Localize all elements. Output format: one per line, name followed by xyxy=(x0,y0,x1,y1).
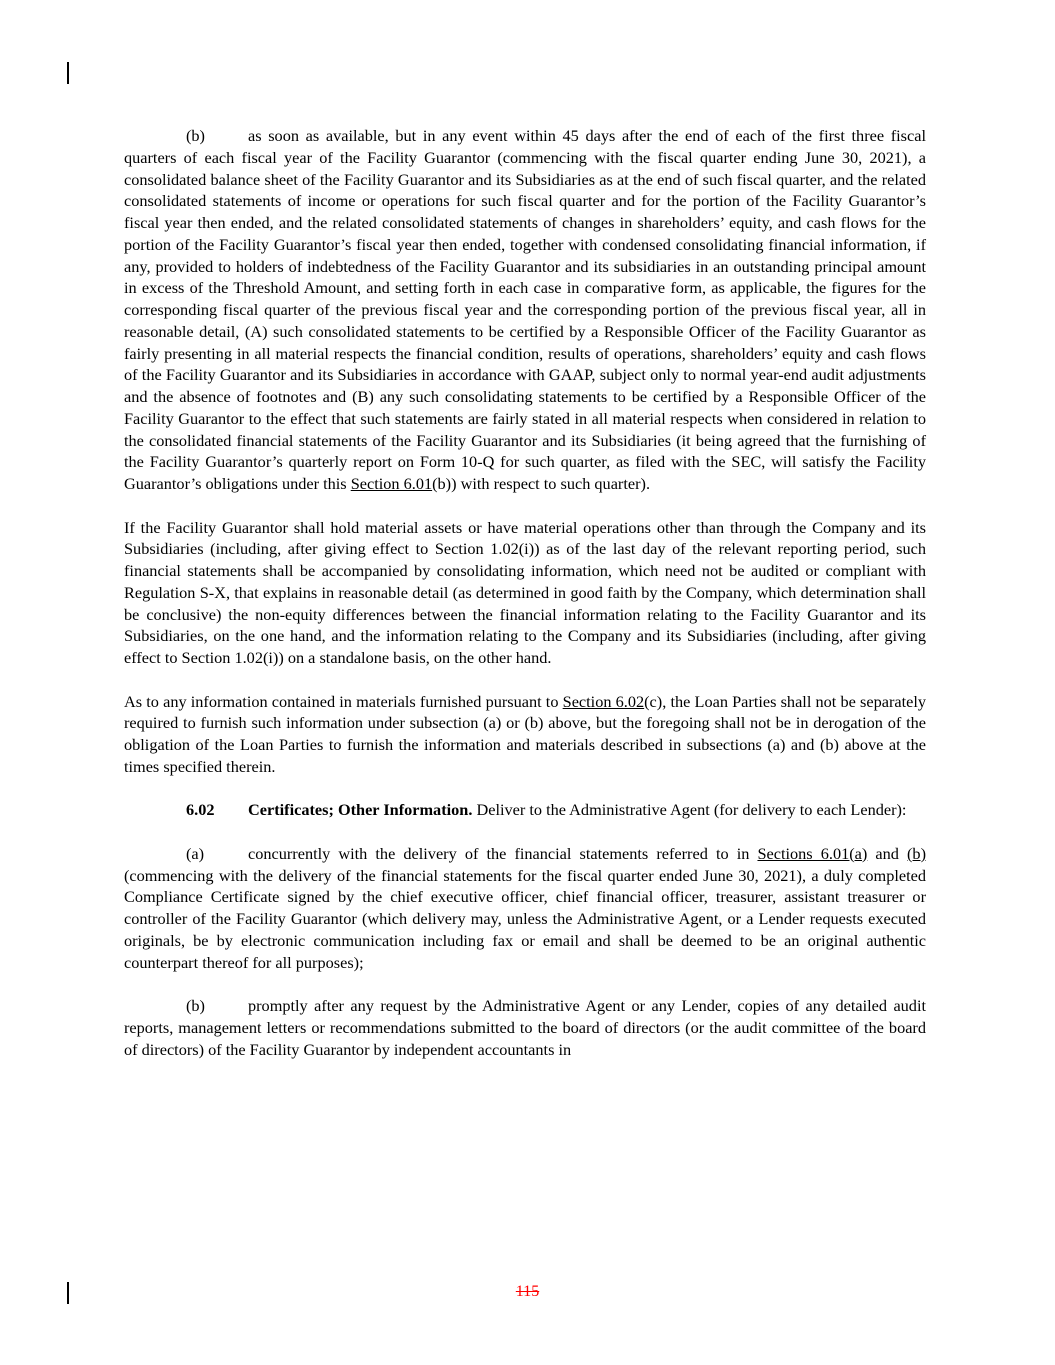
section-6-02-heading xyxy=(124,799,926,821)
paragraph-text: and xyxy=(867,843,908,863)
paragraph-text: (commencing with the delivery of the financial statements for the fiscal quarter ended June 30, 2021), a duly completed Compliance Certificate signed by the chief executive officer, chief financial officer, treasurer, assistant treasurer or controller of the Facility Guarantor (which delivery may, unless the Administrative Agent, or a Lender requests executed originals, be by electronic communication including fax or email and shall be deemed to be an original authentic counterpart thereof for all purposes); xyxy=(124,865,926,972)
document-page xyxy=(124,125,926,1082)
paragraph-consolidating-information xyxy=(124,517,926,669)
cross-reference-link[interactable]: Section 6.01 xyxy=(350,474,433,493)
paragraph-text: concurrently with the delivery of the financial statements referred to in xyxy=(248,843,758,863)
cross-reference-link[interactable]: Sections 6.01(a) xyxy=(757,843,868,863)
paragraph-text: (c), the Loan Parties shall not be separately required to furnish such information under subsection (a) or (b) above, but the foregoing shall not be in derogation of the obligation of the Loan Parties to furnish the information and materials described in subsections (a) and (b) above at the times specified therein. xyxy=(124,691,927,776)
clause-marker: (b) xyxy=(186,996,205,1015)
paragraph-text: as soon as available, but in any event within 45 days after the end of each of the first three fiscal quarters of each fiscal year of the Facility Guarantor (commencing with the fiscal quarter ending June 30, 2021), a consolidated balance sheet of the Facility Guarantor and its Subsidiaries as at the end of such fiscal quarter, and the related consolidated statements of income or operations for such fiscal quarter and for the portion of the Facility Guarantor’s fiscal year then ended, and the related consolidated statements of changes in shareholders’ equity, and cash flows for the portion of the Facility Guarantor’s fiscal year then ended, together with condensed consolidating financial information, if any, provided to holders of indebtedness of the Facility Guarantor and its subsidiaries in an outstanding principal amount in excess of the Threshold Amount, and setting forth in each case in comparative form, as applicable, the figures for the corresponding fiscal quarter of the previous fiscal year and the corresponding portion of the previous fiscal year, all in reasonable detail, (A) such consolidated statements to be certified by a Responsible Officer of the Facility Guarantor as fairly presenting in all material respects the financial condition, results of operations, shareholders’ equity and cash flows of the Facility Guarantor and its Subsidiaries in accordance with GAAP, subject only to normal year-end audit adjustments and the absence of footnotes and (B) any such consolidating statements to be certified by a Responsible Officer of the Facility Guarantor to the effect that such statements are fairly stated in all material respects when considered in relation to the consolidated financial statements of the Facility Guarantor and its Subsidiaries (it being agreed that the furnishing of the Facility Guarantor’s quarterly report on Form 10-Q for such quarter, as filed with the SEC, will satisfy the Facility Guarantor’s obligations under this xyxy=(124,126,926,493)
cross-reference-link[interactable]: Section 6.02 xyxy=(562,691,645,711)
paragraph-text: If the Facility Guarantor shall hold material assets or have material operations other than through the Company and its Subsidiaries (including, after giving effect to Section 1.02(i)) as of the last day of the relevant reporting period, such financial statements shall be accompanied by consolidating information, which need not be audited or compliant with Regulation S-X, that explains in reasonable detail (as determined in good faith by the Company, which determination shall be conclusive) the non-equity differences between the financial information relating to the Facility Guarantor and its Subsidiaries, on the one hand, and the information relating to the Company and its Subsidiaries (including, after giving effect to Section 1.02(i)) on a standalone basis, on the other hand. xyxy=(124,517,926,667)
clause-marker: (a) xyxy=(186,843,205,863)
paragraph-6-02-b xyxy=(124,995,926,1060)
paragraph-text: As to any information contained in materials furnished pursuant to xyxy=(124,691,563,711)
clause-marker: (b) xyxy=(186,126,205,145)
paragraph-6-01-b xyxy=(124,125,926,495)
page-number: 115 xyxy=(515,1283,540,1300)
paragraph-materials-furnished xyxy=(124,691,926,778)
change-bar-top xyxy=(67,62,69,84)
cross-reference-link[interactable]: (b) xyxy=(907,843,926,863)
paragraph-text: (b)) with respect to such quarter). xyxy=(432,474,651,493)
paragraph-text: promptly after any request by the Administrative Agent or any Lender, copies of any detailed audit reports, management letters or recommendations submitted to the board of directors (or the audit committee of the board of directors) of the Facility Guarantor by independent accountants in xyxy=(124,996,926,1059)
section-number: 6.02 xyxy=(186,800,215,820)
section-heading: Certificates; Other Information. xyxy=(248,800,473,820)
paragraph-text: Deliver to the Administrative Agent (for delivery to each Lender): xyxy=(472,800,907,820)
paragraph-6-02-a xyxy=(124,843,926,974)
